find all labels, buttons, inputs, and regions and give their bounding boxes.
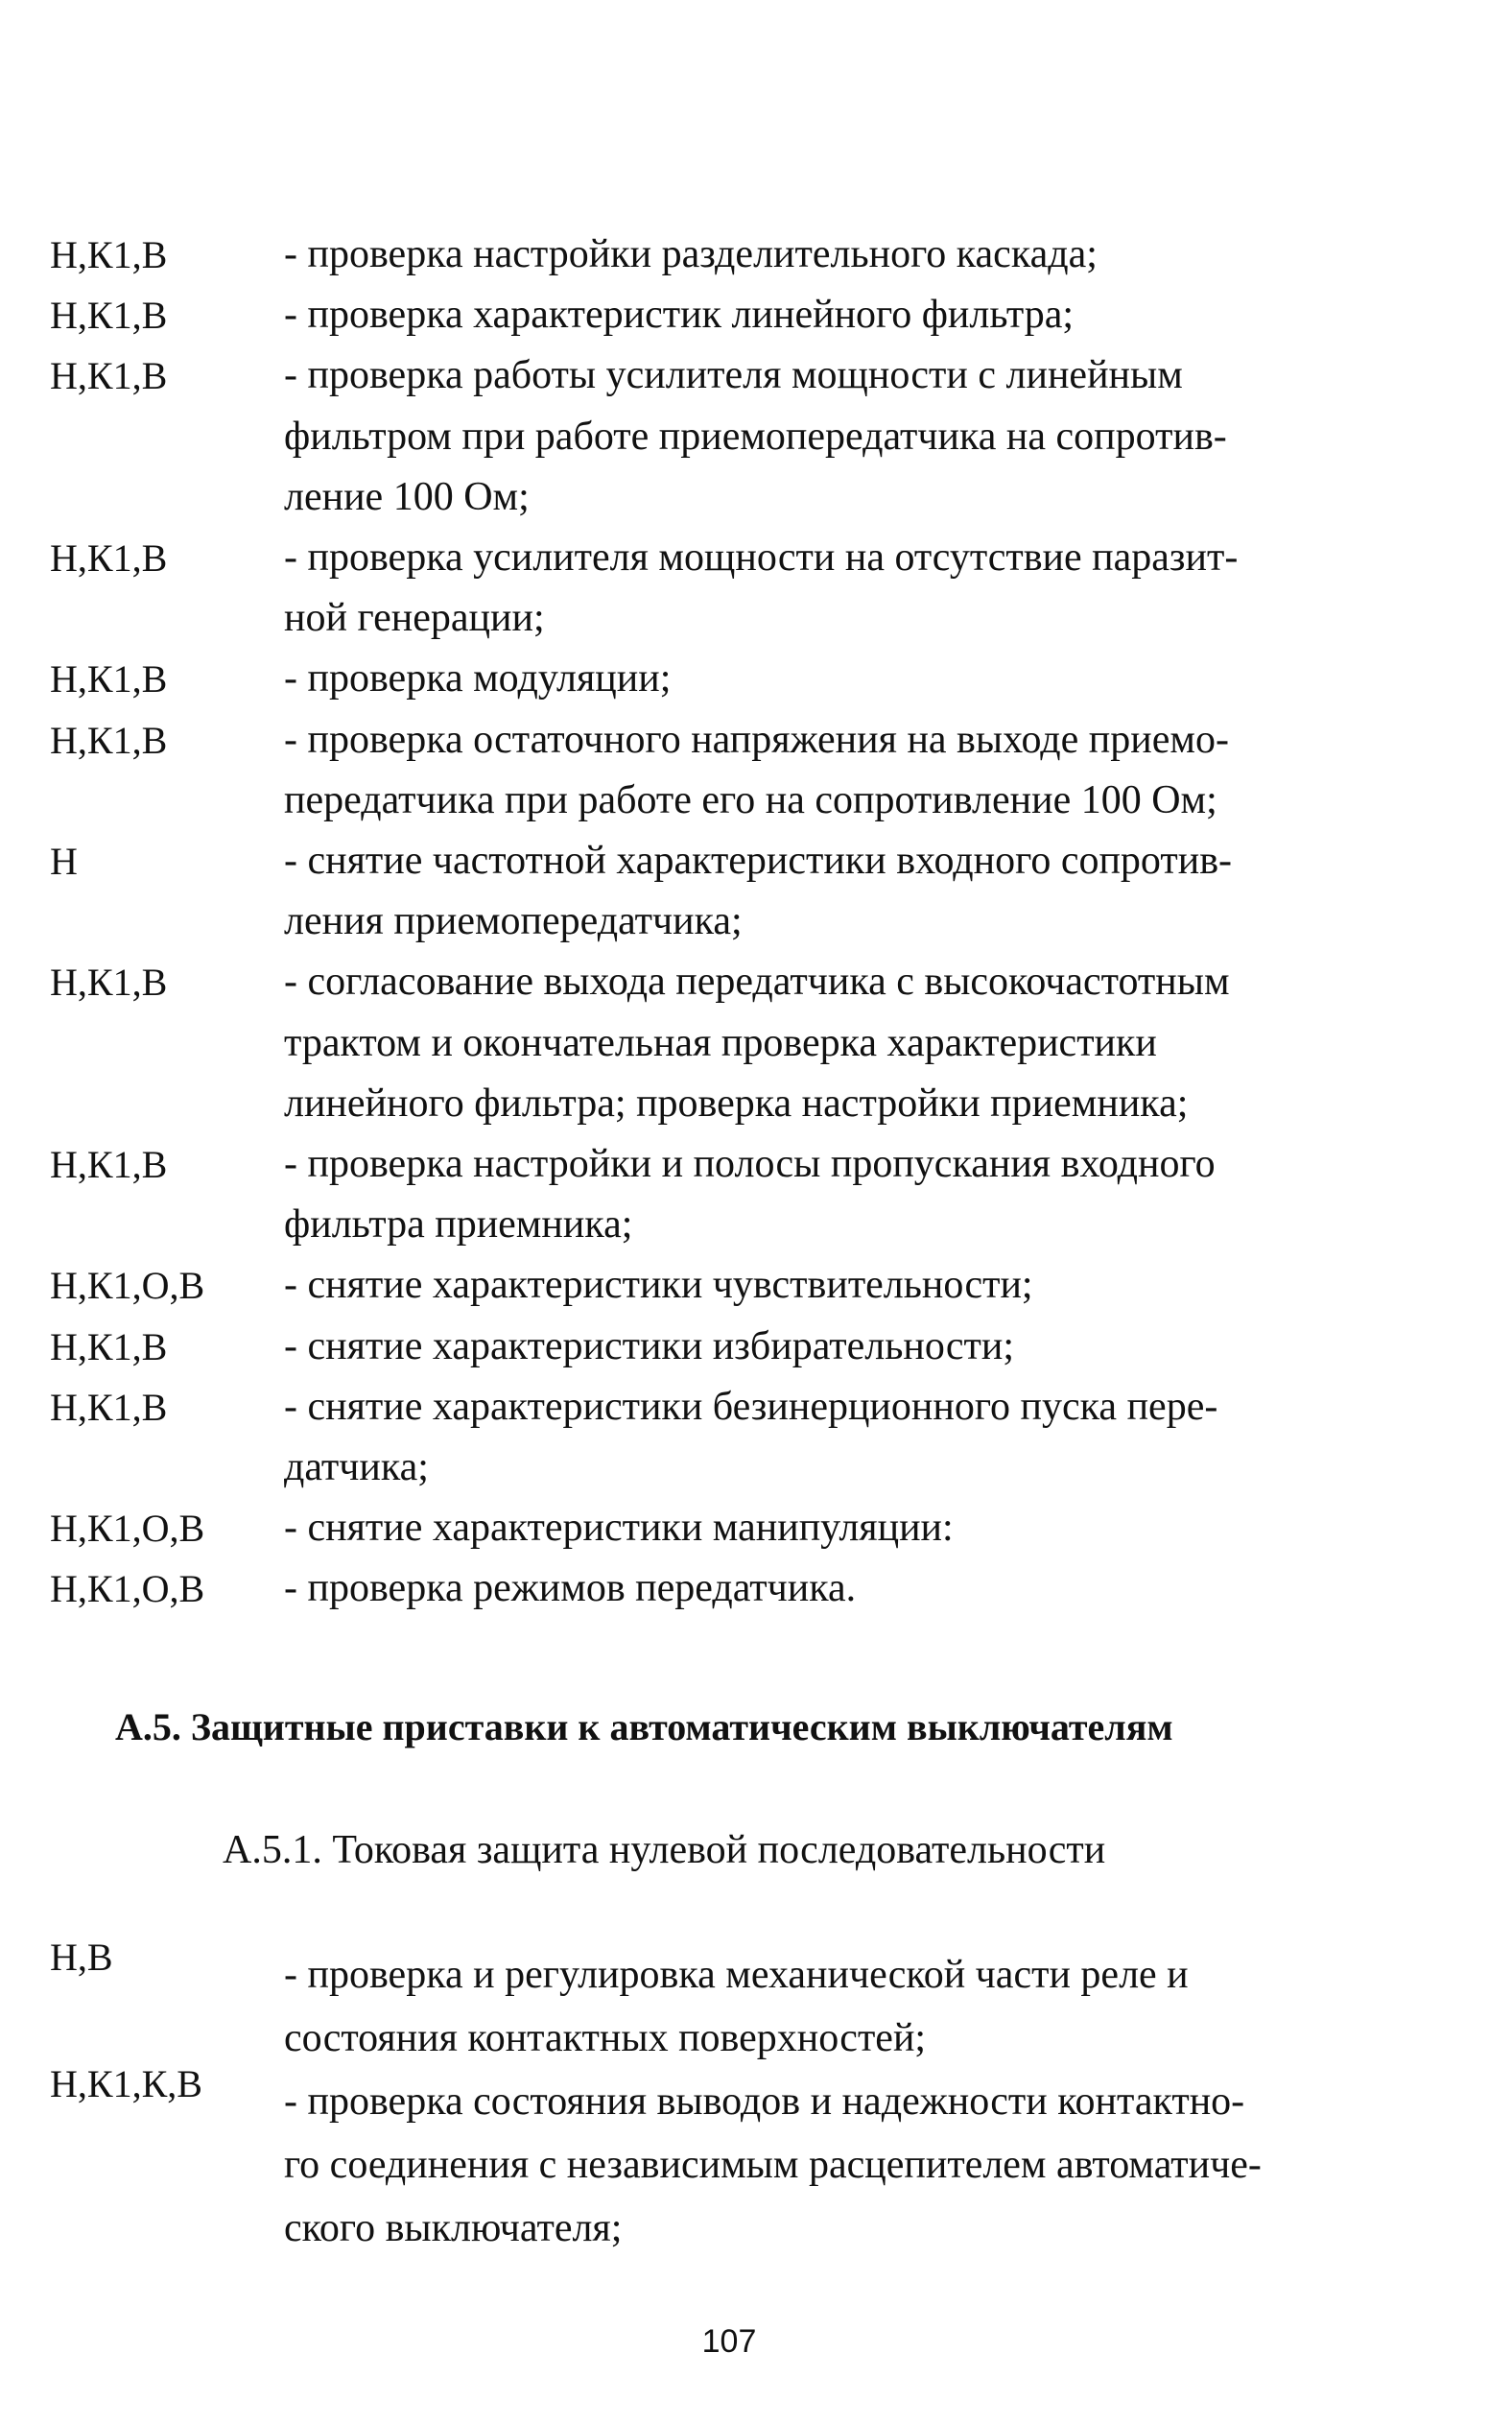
item-code: Н,К1,К,В — [50, 2062, 202, 2105]
list-item — [50, 649, 1412, 709]
item-code: Н,К1,В — [50, 354, 168, 398]
list-item — [50, 1936, 1412, 2070]
item-code: Н,К1,В — [50, 718, 168, 762]
item-text: - снятие характеристики чувствительности; — [284, 1263, 1033, 1308]
list-item — [50, 1558, 1412, 1619]
list-item — [50, 1134, 1412, 1255]
item-code: Н,К1,В — [50, 1385, 168, 1429]
item-code: Н,К1,В — [50, 961, 168, 1005]
item-text: - проверка работы усилителя мощности с линейным фильтром при работе приемопередатчика на сопротив- ление 100 Ом; — [284, 353, 1227, 519]
list-item — [50, 710, 1412, 831]
item-text: - проверка и регулировка механической части реле и состояния контактных поверхностей; — [284, 1953, 1189, 2060]
item-text: - проверка режимов передатчика. — [284, 1566, 857, 1611]
item-text: - снятие частотной характеристики входного сопротив- ления приемопередатчика; — [284, 839, 1233, 944]
item-text: - согласование выхода передатчика с высокочастотным трактом и окончательная проверка характеристики линейного фильтра; проверка настройки приемника; — [284, 960, 1230, 1126]
list-item — [50, 1255, 1412, 1316]
item-text: - проверка остаточного напряжения на выходе приемо- передатчика при работе его на сопротивление 100 Ом; — [284, 717, 1229, 822]
checklist-bottom — [50, 1936, 1412, 2260]
item-text: - проверка усилителя мощности на отсутствие паразит- ной генерации; — [284, 535, 1239, 641]
page-number: 107 — [701, 2323, 757, 2360]
item-code: Н,К1,В — [50, 1324, 168, 1368]
item-text: - снятие характеристики манипуляции: — [284, 1506, 954, 1551]
list-item — [50, 1317, 1412, 1377]
item-code: Н,К1,В — [50, 233, 168, 276]
item-code: Н,К1,О,В — [50, 1507, 205, 1551]
list-item — [50, 952, 1412, 1134]
item-text: - проверка настройки разделительного каскада; — [284, 232, 1098, 276]
item-code: Н,К1,В — [50, 536, 168, 581]
item-code: Н,К1,О,В — [50, 1567, 205, 1611]
list-item — [50, 831, 1412, 952]
item-text: - проверка характеристик линейного фильтра; — [284, 293, 1075, 338]
item-code: Н,К1,О,В — [50, 1264, 205, 1308]
item-code: Н,К1,В — [50, 294, 168, 338]
section-heading: А.5. Защитные приставки к автоматическим выключателям — [115, 1705, 1173, 1748]
list-item — [50, 345, 1412, 528]
item-text: - снятие характеристики избирательности; — [284, 1323, 1015, 1368]
list-item — [50, 1377, 1412, 1498]
checklist-top — [50, 225, 1412, 1620]
item-text: - проверка настройки и полосы пропускания входного фильтра приемника; — [284, 1142, 1216, 1248]
list-item — [50, 528, 1412, 649]
item-code: Н,К1,В — [50, 1143, 168, 1187]
item-code: Н,К1,В — [50, 657, 168, 701]
item-text: - проверка состояния выводов и надежности контактно- го соединения с независимым расцепителем автоматиче- ского выключателя; — [284, 2079, 1262, 2250]
item-code: Н — [50, 840, 78, 884]
item-text: - снятие характеристики безинерционного пуска пере- датчика; — [284, 1384, 1218, 1490]
list-item — [50, 285, 1412, 345]
list-item — [50, 1498, 1412, 1558]
list-item — [50, 225, 1412, 285]
item-code: Н,В — [50, 1936, 113, 1979]
subsection-heading: А.5.1. Токовая защита нулевой последовательности — [223, 1828, 1106, 1872]
item-text: - проверка модуляции; — [284, 656, 672, 701]
list-item — [50, 2062, 1412, 2260]
